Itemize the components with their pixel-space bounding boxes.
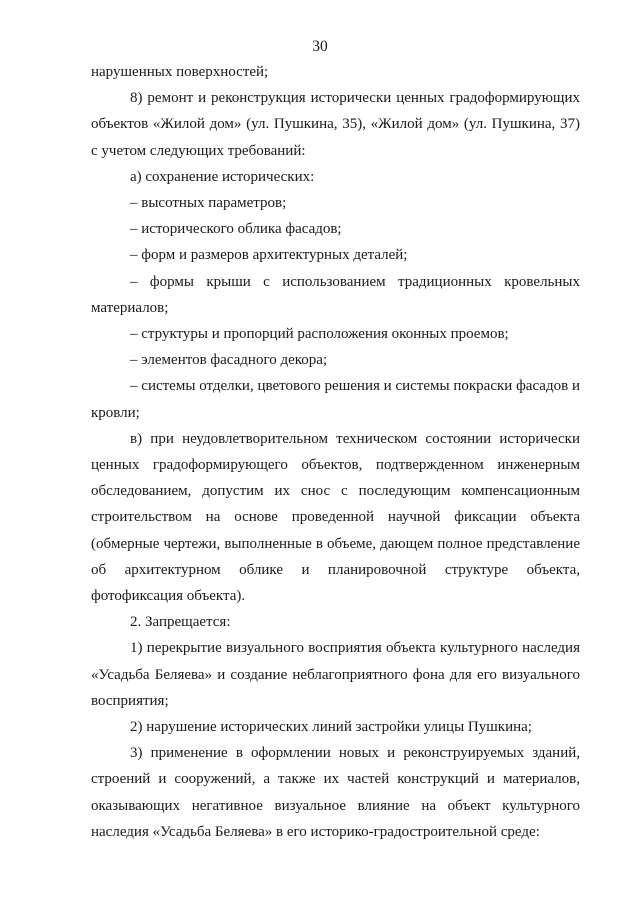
list-item-roof-shape: – формы крыши с использованием традиционных кровельных материалов; (91, 273, 580, 316)
list-item-height-parameters: – высотных параметров; (130, 195, 287, 212)
list-item-window-structure: – структуры и пропорций расположения оконных проемов; (130, 326, 509, 343)
paragraph-continuation: нарушенных поверхностей; (91, 64, 269, 80)
paragraph-prohibited-3: 3) применение в оформлении новых и реконструируемых зданий, строений и сооружений, а также их частей конструкций и материалов, оказывающих негативное визуальное влияние на объект культурного наследия «Усадьба Беляева» в его историко-градостроительной среде: (91, 745, 580, 840)
list-item-facade-appearance: – исторического облика фасадов; (130, 221, 342, 238)
page-number: 30 (312, 38, 328, 55)
paragraph-subitem-v: в) при неудовлетворительном техническом состоянии исторически ценных градоформирующего объектов, подтвержденном инженерным обследованием, допустим их снос с последующим компенсационным строительством на основе проведенной научной фиксации объекта (обмерные чертежи, выполненные в объеме, дающем полное представление об архитектурном облике и планировочной структуре объекта, фотофиксация объекта). (91, 430, 580, 605)
list-item-facade-decor: – элементов фасадного декора; (130, 352, 328, 369)
document-body (91, 59, 580, 845)
paragraph-prohibited-2: 2) нарушение исторических линий застройки улицы Пушкина; (130, 719, 532, 736)
paragraph-item-8: 8) ремонт и реконструкция исторически ценных градоформирующих объектов «Жилой дом» (ул. Пушкина, 35), «Жилой дом» (ул. Пушкина, 37) с учетом следующих требований: (91, 90, 580, 159)
list-item-architectural-details: – форм и размеров архитектурных деталей; (130, 247, 408, 264)
paragraph-prohibited-1: 1) перекрытие визуального восприятия объекта культурного наследия «Усадьба Беляева» и создание неблагоприятного фона для его визуального восприятия; (91, 640, 580, 709)
list-item-finishing-system: – системы отделки, цветового решения и системы покраски фасадов и кровли; (91, 378, 580, 421)
section-heading-prohibited: 2. Запрещается: (130, 614, 231, 631)
paragraph-subitem-a: а) сохранение исторических: (130, 168, 315, 185)
